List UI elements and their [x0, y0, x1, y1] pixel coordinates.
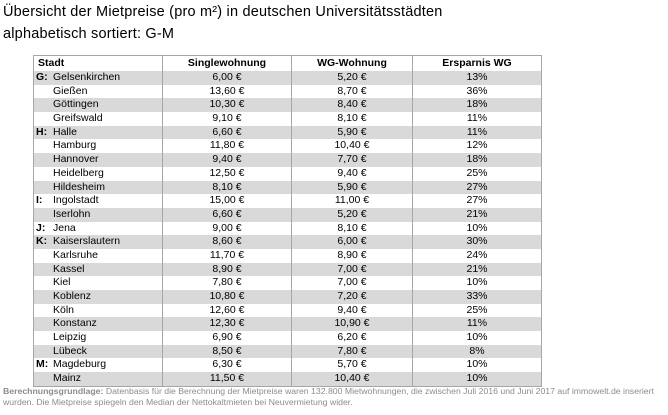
- city-name: Halle: [53, 125, 77, 138]
- saving-cell: 11%: [412, 126, 541, 140]
- wg-price-cell: 7,00 €: [291, 263, 412, 277]
- table-row: [34, 85, 541, 99]
- city-cell: [34, 181, 162, 195]
- city-name: Greifswald: [53, 112, 103, 125]
- city-cell: [34, 167, 162, 181]
- city-name: Lübeck: [53, 344, 87, 357]
- city-cell: [34, 194, 162, 208]
- table-row: [34, 98, 541, 112]
- single-price-cell: 11,80 €: [162, 139, 291, 153]
- city-cell: [34, 139, 162, 153]
- saving-cell: 10%: [412, 358, 541, 372]
- header-wg-wohnung: WG-Wohnung: [291, 56, 412, 71]
- header-stadt: Stadt: [38, 57, 65, 69]
- single-price-cell: 11,70 €: [162, 249, 291, 263]
- letter-prefix: H:: [36, 125, 48, 138]
- city-cell: [34, 372, 162, 386]
- page-title: [3, 1, 443, 45]
- single-price-cell: 13,60 €: [162, 85, 291, 99]
- title-line-2: alphabetisch sortiert: G-M: [3, 26, 175, 42]
- single-price-cell: 7,80 €: [162, 276, 291, 290]
- wg-price-cell: 10,90 €: [291, 317, 412, 331]
- city-name: Gießen: [53, 84, 88, 97]
- saving-cell: 10%: [412, 331, 541, 345]
- table-row: [34, 181, 541, 195]
- saving-cell: 8%: [412, 345, 541, 359]
- city-cell: [34, 153, 162, 167]
- single-price-cell: 12,50 €: [162, 167, 291, 181]
- table-row: [34, 249, 541, 263]
- table-row: [34, 112, 541, 126]
- letter-prefix: M:: [36, 358, 49, 371]
- wg-price-cell: 8,70 €: [291, 85, 412, 99]
- single-price-cell: 9,40 €: [162, 153, 291, 167]
- city-cell: [34, 235, 162, 249]
- wg-price-cell: 5,90 €: [291, 181, 412, 195]
- wg-price-cell: 8,10 €: [291, 222, 412, 236]
- saving-cell: 13%: [412, 71, 541, 85]
- footnote: [3, 386, 665, 407]
- table-row: [34, 235, 541, 249]
- table-row: [34, 290, 541, 304]
- city-cell: [34, 331, 162, 345]
- city-name: Hildesheim: [53, 180, 105, 193]
- city-cell: [34, 98, 162, 112]
- city-cell: [34, 317, 162, 331]
- wg-price-cell: 7,20 €: [291, 290, 412, 304]
- wg-price-cell: 9,40 €: [291, 304, 412, 318]
- city-name: Kiel: [53, 276, 71, 289]
- city-cell: [34, 358, 162, 372]
- saving-cell: 18%: [412, 153, 541, 167]
- letter-prefix: J:: [36, 221, 46, 234]
- wg-price-cell: 9,40 €: [291, 167, 412, 181]
- letter-prefix: G:: [36, 71, 48, 83]
- saving-cell: 25%: [412, 304, 541, 318]
- single-price-cell: 9,00 €: [162, 222, 291, 236]
- table-row: [34, 194, 541, 208]
- wg-price-cell: 11,00 €: [291, 194, 412, 208]
- city-name: Koblenz: [53, 290, 91, 302]
- header-ersparnis-wg: Ersparnis WG: [412, 56, 541, 71]
- table-row: [34, 153, 541, 167]
- single-price-cell: 11,50 €: [162, 372, 291, 386]
- single-price-cell: 6,90 €: [162, 331, 291, 345]
- city-name: Magdeburg: [53, 358, 107, 371]
- city-cell: [34, 112, 162, 126]
- wg-price-cell: 8,10 €: [291, 112, 412, 126]
- city-name: Jena: [53, 221, 76, 234]
- saving-cell: 33%: [412, 290, 541, 304]
- table-row: [34, 167, 541, 181]
- wg-price-cell: 10,40 €: [291, 139, 412, 153]
- city-cell: [34, 126, 162, 140]
- saving-cell: 11%: [412, 317, 541, 331]
- letter-prefix: K:: [36, 235, 48, 248]
- single-price-cell: 9,10 €: [162, 112, 291, 126]
- table-row: [34, 222, 541, 236]
- city-name: Iserlohn: [53, 207, 91, 220]
- letter-prefix: I:: [36, 194, 43, 207]
- table-row: [34, 331, 541, 345]
- single-price-cell: 15,00 €: [162, 194, 291, 208]
- city-name: Heidelberg: [53, 166, 104, 179]
- city-name: Kassel: [53, 262, 85, 275]
- table-row: [34, 126, 541, 140]
- table-body: [34, 71, 541, 386]
- table-row: [34, 345, 541, 359]
- single-price-cell: 10,30 €: [162, 98, 291, 112]
- saving-cell: 10%: [412, 276, 541, 290]
- single-price-cell: 6,30 €: [162, 358, 291, 372]
- saving-cell: 27%: [412, 194, 541, 208]
- city-name: Göttingen: [53, 98, 99, 111]
- table-row: [34, 208, 541, 222]
- table-row: [34, 358, 541, 372]
- wg-price-cell: 7,00 €: [291, 276, 412, 290]
- header-singlewohnung: Singlewohnung: [162, 56, 291, 71]
- city-cell: [34, 263, 162, 277]
- city-cell: [34, 304, 162, 318]
- saving-cell: 10%: [412, 222, 541, 236]
- city-cell: [34, 249, 162, 263]
- city-cell: [34, 85, 162, 99]
- city-cell: [34, 276, 162, 290]
- saving-cell: 24%: [412, 249, 541, 263]
- city-cell: [34, 208, 162, 222]
- saving-cell: 25%: [412, 167, 541, 181]
- single-price-cell: 8,90 €: [162, 263, 291, 277]
- footnote-label: Berechnungsgrundlage:: [3, 386, 104, 396]
- city-name: Leipzig: [53, 331, 87, 344]
- single-price-cell: 6,60 €: [162, 126, 291, 140]
- city-cell: [34, 345, 162, 359]
- saving-cell: 27%: [412, 181, 541, 195]
- single-price-cell: 10,80 €: [162, 290, 291, 304]
- city-name: Ingolstadt: [53, 194, 99, 207]
- table-row: [34, 139, 541, 153]
- wg-price-cell: 8,90 €: [291, 249, 412, 263]
- city-cell: [34, 290, 162, 304]
- title-line-1: Übersicht der Mietpreise (pro m²) in deutschen Universitätsstädten: [3, 4, 443, 20]
- saving-cell: 18%: [412, 98, 541, 112]
- single-price-cell: 8,50 €: [162, 345, 291, 359]
- city-cell: [34, 71, 162, 85]
- wg-price-cell: 7,80 €: [291, 345, 412, 359]
- wg-price-cell: 6,00 €: [291, 235, 412, 249]
- wg-price-cell: 8,40 €: [291, 98, 412, 112]
- table-row: [34, 304, 541, 318]
- table-row: [34, 71, 541, 85]
- wg-price-cell: 10,40 €: [291, 372, 412, 386]
- saving-cell: 12%: [412, 139, 541, 153]
- wg-price-cell: 5,20 €: [291, 71, 412, 85]
- city-name: Gelsenkirchen: [53, 71, 121, 83]
- single-price-cell: 8,60 €: [162, 235, 291, 249]
- single-price-cell: 12,30 €: [162, 317, 291, 331]
- wg-price-cell: 5,20 €: [291, 208, 412, 222]
- single-price-cell: 8,10 €: [162, 181, 291, 195]
- city-name: Köln: [53, 303, 75, 316]
- table-row: [34, 263, 541, 277]
- single-price-cell: 12,60 €: [162, 304, 291, 318]
- wg-price-cell: 7,70 €: [291, 153, 412, 167]
- table-header-row: [34, 56, 541, 71]
- saving-cell: 11%: [412, 112, 541, 126]
- saving-cell: 30%: [412, 235, 541, 249]
- wg-price-cell: 6,20 €: [291, 331, 412, 345]
- city-name: Hannover: [53, 153, 99, 166]
- single-price-cell: 6,00 €: [162, 71, 291, 85]
- saving-cell: 21%: [412, 208, 541, 222]
- city-name: Mainz: [53, 372, 82, 385]
- single-price-cell: 6,60 €: [162, 208, 291, 222]
- wg-price-cell: 5,70 €: [291, 358, 412, 372]
- saving-cell: 10%: [412, 372, 541, 386]
- city-cell: [34, 222, 162, 236]
- table-row: [34, 276, 541, 290]
- footnote-text: Datenbasis für die Berechnung der Mietpreise waren 132.800 Mietwohnungen, die zwischen Juli 2016 und Juni 2017 auf immowelt.de inseriert wurden. Die Mietpreise spiegeln den Median der Nettokaltmieten bei Neuvermietung wider.: [3, 386, 654, 407]
- city-name: Konstanz: [53, 317, 97, 330]
- city-name: Hamburg: [53, 139, 97, 152]
- saving-cell: 36%: [412, 85, 541, 99]
- table-row: [34, 317, 541, 331]
- saving-cell: 21%: [412, 263, 541, 277]
- city-name: Karlsruhe: [53, 248, 98, 261]
- rent-price-table: [33, 55, 542, 387]
- wg-price-cell: 5,90 €: [291, 126, 412, 140]
- city-name: Kaiserslautern: [53, 235, 121, 248]
- table-row: [34, 372, 541, 386]
